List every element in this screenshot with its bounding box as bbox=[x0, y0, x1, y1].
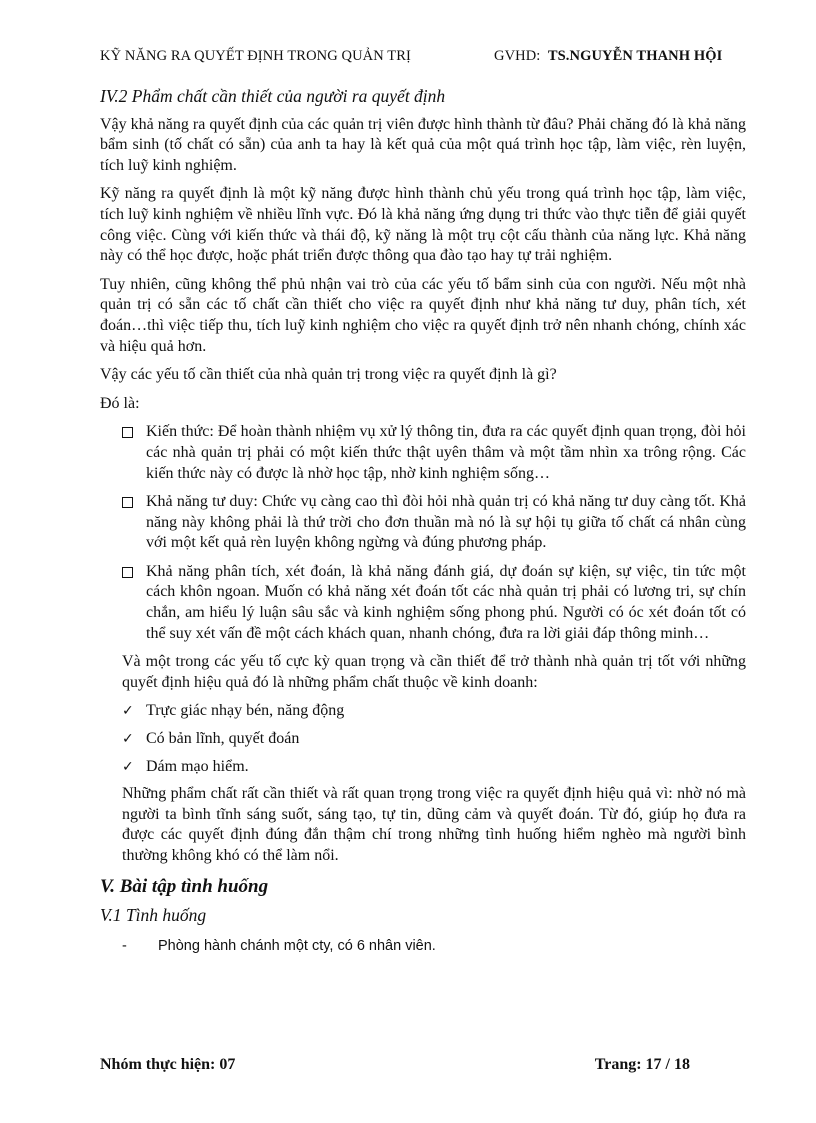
header-document-title: KỸ NĂNG RA QUYẾT ĐỊNH TRONG QUẢN TRỊ bbox=[100, 48, 411, 64]
checkmark-icon: ✓ bbox=[122, 731, 134, 748]
check-item-intuition bbox=[122, 701, 746, 722]
page-footer bbox=[100, 1056, 690, 1080]
dash-item-text: Phòng hành chánh một cty, có 6 nhân viên. bbox=[158, 937, 436, 954]
check-item-risk bbox=[122, 757, 746, 778]
dash-list-item bbox=[122, 936, 746, 957]
checkbox-square-icon bbox=[122, 497, 133, 508]
checkmark-icon: ✓ bbox=[122, 703, 134, 720]
check-item-text: Có bản lĩnh, quyết đoán bbox=[146, 730, 300, 748]
header-instructor-name: TS.NGUYỄN THANH HỘI bbox=[547, 48, 723, 64]
footer-group: Nhóm thực hiện: 07 bbox=[100, 1056, 236, 1073]
list-item-knowledge bbox=[122, 422, 746, 484]
section-v-title: V. Bài tập tình huống bbox=[100, 875, 269, 897]
paragraph-question: Vậy các yếu tố cần thiết của nhà quản trị trong việc ra quyết định là gì? bbox=[100, 366, 557, 384]
list-item-text: Khả năng phân tích, xét đoán, là khả năng đánh giá, dự đoán sự kiện, sự việc, tin tức một cách khôn ngoan. Muốn có khả năng xét đoán tốt các nhà quản trị phải có lương tri, sự chín chắn, am hiểu lý luận sâu sắc và kinh nghiệm sống phong phú. Người có óc xét đoán tốt có thể suy xét vấn đề một cách khách quan, nhanh chóng, đưa ra lời giải đáp thông minh… bbox=[146, 562, 746, 642]
section-v1-title: V.1 Tình huống bbox=[100, 905, 207, 926]
checkbox-square-icon bbox=[122, 567, 133, 578]
section-iv2-title: IV.2 Phẩm chất cần thiết của người ra quyết định bbox=[100, 86, 446, 106]
page-header bbox=[100, 48, 740, 70]
check-item-decisiveness bbox=[122, 729, 746, 750]
list-item-analysis bbox=[122, 562, 746, 644]
header-instructor bbox=[494, 48, 722, 65]
paragraph-conclusion: Những phẩm chất rất cần thiết và rất quan trọng trong việc ra quyết định hiệu quả vì: nhờ nó mà người ta bình tĩnh sáng suốt, sáng tạo, tự tin, dũng cảm và quyết đoán. Từ đó, giúp họ đưa ra được các quyết định đúng đắn thậm chí trong những tình huống hiểm nghèo mà người bình thường không khó có thể làm nổi. bbox=[122, 785, 746, 864]
dash-marker: - bbox=[122, 937, 127, 954]
paragraph-business-qualities: Và một trong các yếu tố cực kỳ quan trọng và cần thiết để trở thành nhà quản trị tốt với những quyết định hiệu quả đó là những phẩm chất thuộc về kinh doanh: bbox=[122, 653, 746, 691]
paragraph-innate-factors: Tuy nhiên, cũng không thể phủ nhận vai trò của các yếu tố bẩm sinh của con người. Nếu một nhà quản trị có sẵn các tố chất cần thiết cho việc ra quyết định như khả năng tư duy, phân tích, xét đoán…thì việc tiếp thu, tích luỹ kinh nghiệm cho việc ra quyết định trở nên nhanh chóng, chính xác và hiệu quả hơn. bbox=[100, 275, 746, 355]
list-item-text: Khả năng tư duy: Chức vụ càng cao thì đòi hỏi nhà quản trị có khả năng tư duy càng tốt. Khả năng này không phải là thứ trời cho đơn thuần mà nó là sự hội tụ giữa tố chất cá nhân cùng với một kết quả rèn luyện không ngừng và đúng phương pháp. bbox=[146, 493, 746, 552]
list-item-text: Kiến thức: Để hoàn thành nhiệm vụ xử lý thông tin, đưa ra các quyết định quan trọng, đòi hỏi các nhà quản trị phải có một kiến thức thật uyên thâm và một tầm nhìn xa trông rộng. Các kiến thức này có được là nhờ học tập, nhờ kinh nghiệm sống… bbox=[146, 423, 746, 482]
footer-page-number: Trang: 17 / 18 bbox=[594, 1056, 690, 1073]
paragraph-origin: Vậy khả năng ra quyết định của các quản trị viên được hình thành từ đâu? Phải chăng đó là khả năng bẩm sinh (tố chất có sẵn) của anh ta hay là kết quả của một quá trình học tập, làm việc, rèn luyện, tích luỹ kinh nghiệm. bbox=[100, 115, 746, 174]
paragraph-list-intro: Đó là: bbox=[100, 394, 140, 412]
check-item-text: Dám mạo hiểm. bbox=[146, 757, 249, 775]
page-content bbox=[100, 86, 746, 956]
checkbox-square-icon bbox=[122, 427, 133, 438]
header-instructor-label: GVHD: bbox=[494, 48, 541, 64]
list-item-thinking bbox=[122, 492, 746, 554]
paragraph-skill-definition: Kỹ năng ra quyết định là một kỹ năng được hình thành chủ yếu trong quá trình học tập, làm việc, tích luỹ kinh nghiệm về nhiều lĩnh vực. Đó là khả năng ứng dụng tri thức vào thực tiễn để giải quyết công việc. Cùng với kiến thức và thái độ, kỹ năng là một trụ cột cấu thành của năng lực. Khả năng này có thể học được, hoặc phát triển được thông qua đào tạo hay tự trải nghiệm. bbox=[100, 185, 746, 265]
check-item-text: Trực giác nhạy bén, năng động bbox=[146, 702, 345, 720]
checkmark-icon: ✓ bbox=[122, 758, 134, 775]
